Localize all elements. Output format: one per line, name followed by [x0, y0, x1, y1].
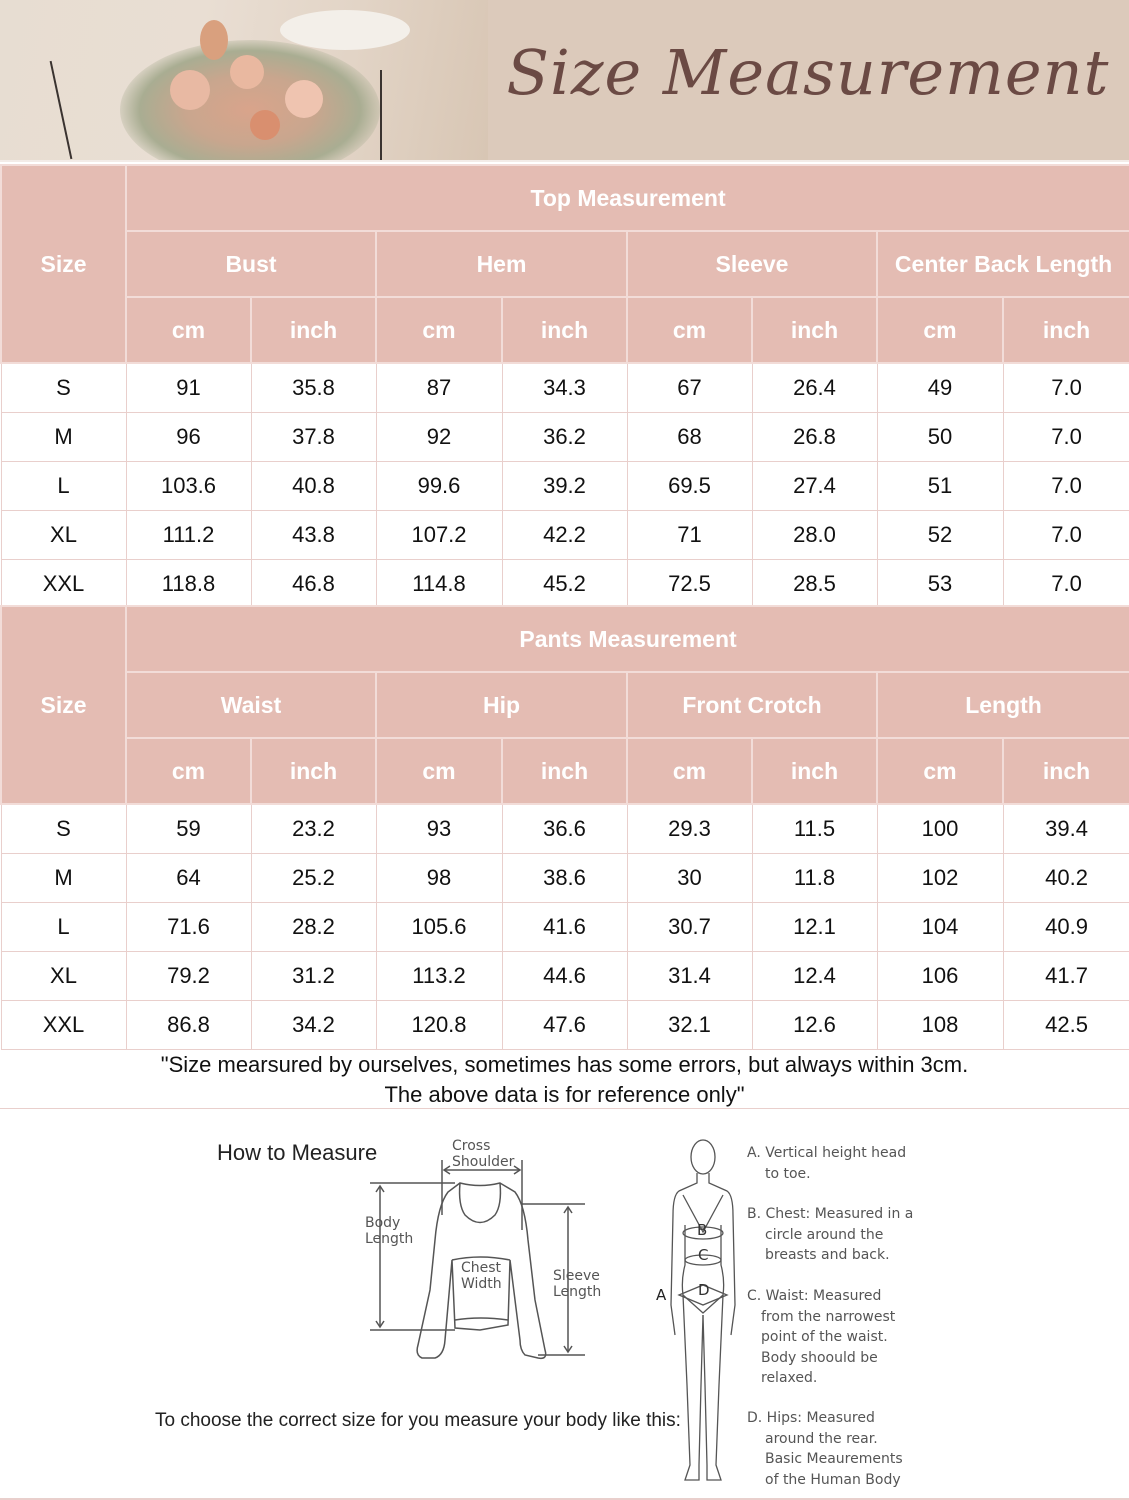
value-cell: 7.0 — [1003, 412, 1129, 461]
value-cell: 26.4 — [752, 363, 877, 412]
value-cell: 29.3 — [627, 804, 752, 853]
body-length-label: Body Length — [365, 1215, 414, 1247]
size-header: Size — [1, 165, 126, 363]
body-note-c: C. Waist: Measured from the narrowest point of the waist. Body shoould be relaxed. — [747, 1288, 896, 1386]
note-line-1: "Size mearsured by ourselves, sometimes has some errors, but always within 3cm. — [160, 1052, 969, 1077]
top-measurement-table — [0, 164, 1129, 609]
unit-header: cm — [877, 738, 1003, 804]
value-cell: 42.5 — [1003, 1000, 1129, 1049]
value-cell: 59 — [126, 804, 251, 853]
value-cell: 79.2 — [126, 951, 251, 1000]
value-cell: 103.6 — [126, 461, 251, 510]
value-cell: 39.2 — [502, 461, 627, 510]
column-header-center-back-length: Center Back Length — [877, 231, 1129, 297]
value-cell: 64 — [126, 853, 251, 902]
value-cell: 32.1 — [627, 1000, 752, 1049]
table-row — [1, 559, 1129, 608]
value-cell: 91 — [126, 363, 251, 412]
value-cell: 71.6 — [126, 902, 251, 951]
banner-title: Size Measurement — [506, 36, 1110, 109]
value-cell: 42.2 — [502, 510, 627, 559]
sleeve-length-label: Sleeve Length — [553, 1268, 602, 1300]
value-cell: 28.2 — [251, 902, 376, 951]
column-header-hip: Hip — [376, 672, 627, 738]
unit-header: inch — [251, 738, 376, 804]
size-cell: S — [1, 804, 126, 853]
size-header: Size — [1, 606, 126, 804]
value-cell: 43.8 — [251, 510, 376, 559]
how-to-measure-section — [0, 1110, 1129, 1500]
value-cell: 106 — [877, 951, 1003, 1000]
unit-header: cm — [376, 738, 502, 804]
size-cell: L — [1, 902, 126, 951]
value-cell: 53 — [877, 559, 1003, 608]
value-cell: 72.5 — [627, 559, 752, 608]
unit-header: cm — [376, 297, 502, 363]
value-cell: 105.6 — [376, 902, 502, 951]
column-header-front-crotch: Front Crotch — [627, 672, 877, 738]
column-header-sleeve: Sleeve — [627, 231, 877, 297]
value-cell: 120.8 — [376, 1000, 502, 1049]
value-cell: 7.0 — [1003, 559, 1129, 608]
value-cell: 52 — [877, 510, 1003, 559]
value-cell: 30.7 — [627, 902, 752, 951]
value-cell: 107.2 — [376, 510, 502, 559]
column-header-waist: Waist — [126, 672, 376, 738]
marker-a: A — [656, 1286, 667, 1304]
value-cell: 34.3 — [502, 363, 627, 412]
value-cell: 111.2 — [126, 510, 251, 559]
value-cell: 7.0 — [1003, 510, 1129, 559]
value-cell: 31.4 — [627, 951, 752, 1000]
value-cell: 87 — [376, 363, 502, 412]
value-cell: 69.5 — [627, 461, 752, 510]
value-cell: 35.8 — [251, 363, 376, 412]
table-row — [1, 951, 1129, 1000]
group-title: Pants Measurement — [126, 606, 1129, 672]
value-cell: 67 — [627, 363, 752, 412]
size-cell: M — [1, 853, 126, 902]
value-cell: 28.5 — [752, 559, 877, 608]
value-cell: 86.8 — [126, 1000, 251, 1049]
value-cell: 12.4 — [752, 951, 877, 1000]
value-cell: 11.5 — [752, 804, 877, 853]
unit-header: cm — [877, 297, 1003, 363]
cross-shoulder-label: Cross Shoulder — [452, 1138, 515, 1170]
value-cell: 23.2 — [251, 804, 376, 853]
human-body-diagram-icon — [665, 1135, 745, 1495]
unit-header: cm — [627, 297, 752, 363]
unit-header: inch — [752, 297, 877, 363]
unit-header: inch — [251, 297, 376, 363]
table-row — [1, 510, 1129, 559]
unit-header: inch — [502, 297, 627, 363]
pants-measurement-table — [0, 605, 1129, 1050]
value-cell: 108 — [877, 1000, 1003, 1049]
body-note-a: A. Vertical height head to toe. — [747, 1145, 907, 1182]
value-cell: 99.6 — [376, 461, 502, 510]
value-cell: 113.2 — [376, 951, 502, 1000]
measure-instruction: To choose the correct size for you measure your body like this: — [155, 1410, 681, 1431]
value-cell: 36.2 — [502, 412, 627, 461]
value-cell: 96 — [126, 412, 251, 461]
marker-c: C — [698, 1246, 709, 1264]
table-row — [1, 804, 1129, 853]
value-cell: 12.1 — [752, 902, 877, 951]
value-cell: 41.6 — [502, 902, 627, 951]
value-cell: 25.2 — [251, 853, 376, 902]
value-cell: 118.8 — [126, 559, 251, 608]
size-cell: M — [1, 412, 126, 461]
size-cell: S — [1, 363, 126, 412]
table-row — [1, 461, 1129, 510]
size-cell: XXL — [1, 559, 126, 608]
value-cell: 38.6 — [502, 853, 627, 902]
value-cell: 37.8 — [251, 412, 376, 461]
table-row — [1, 1000, 1129, 1049]
value-cell: 93 — [376, 804, 502, 853]
value-cell: 12.6 — [752, 1000, 877, 1049]
value-cell: 34.2 — [251, 1000, 376, 1049]
table-row — [1, 853, 1129, 902]
value-cell: 51 — [877, 461, 1003, 510]
value-cell: 27.4 — [752, 461, 877, 510]
banner — [0, 0, 1129, 162]
note-line-2: The above data is for reference only" — [384, 1082, 745, 1107]
value-cell: 114.8 — [376, 559, 502, 608]
table-row — [1, 363, 1129, 412]
value-cell: 100 — [877, 804, 1003, 853]
size-cell: L — [1, 461, 126, 510]
body-note-d: D. Hips: Measured around the rear. Basic Meaurements of the Human Body — [747, 1410, 903, 1488]
unit-header: cm — [627, 738, 752, 804]
column-header-bust: Bust — [126, 231, 376, 297]
table-row — [1, 902, 1129, 951]
unit-header: inch — [502, 738, 627, 804]
column-header-length: Length — [877, 672, 1129, 738]
unit-header: cm — [126, 738, 251, 804]
value-cell: 104 — [877, 902, 1003, 951]
value-cell: 28.0 — [752, 510, 877, 559]
value-cell: 7.0 — [1003, 461, 1129, 510]
chest-width-label: Chest Width — [461, 1260, 502, 1292]
value-cell: 31.2 — [251, 951, 376, 1000]
how-to-measure-title: How to Measure — [217, 1140, 378, 1165]
value-cell: 7.0 — [1003, 363, 1129, 412]
size-cell: XXL — [1, 1000, 126, 1049]
unit-header: inch — [1003, 738, 1129, 804]
value-cell: 41.7 — [1003, 951, 1129, 1000]
value-cell: 49 — [877, 363, 1003, 412]
floral-table-photo — [0, 0, 488, 162]
unit-header: inch — [1003, 297, 1129, 363]
value-cell: 46.8 — [251, 559, 376, 608]
disclaimer-note — [0, 1047, 1129, 1109]
value-cell: 68 — [627, 412, 752, 461]
value-cell: 39.4 — [1003, 804, 1129, 853]
column-header-hem: Hem — [376, 231, 627, 297]
value-cell: 50 — [877, 412, 1003, 461]
value-cell: 92 — [376, 412, 502, 461]
body-note-b: B. Chest: Measured in a circle around the breasts and back. — [747, 1206, 914, 1263]
value-cell: 45.2 — [502, 559, 627, 608]
value-cell: 26.8 — [752, 412, 877, 461]
value-cell: 40.9 — [1003, 902, 1129, 951]
value-cell: 98 — [376, 853, 502, 902]
table-row — [1, 412, 1129, 461]
value-cell: 36.6 — [502, 804, 627, 853]
size-cell: XL — [1, 510, 126, 559]
marker-b: B — [697, 1221, 708, 1239]
value-cell: 30 — [627, 853, 752, 902]
marker-d: D — [698, 1281, 710, 1299]
value-cell: 71 — [627, 510, 752, 559]
size-cell: XL — [1, 951, 126, 1000]
value-cell: 40.2 — [1003, 853, 1129, 902]
group-title: Top Measurement — [126, 165, 1129, 231]
value-cell: 11.8 — [752, 853, 877, 902]
value-cell: 47.6 — [502, 1000, 627, 1049]
value-cell: 44.6 — [502, 951, 627, 1000]
unit-header: inch — [752, 738, 877, 804]
value-cell: 102 — [877, 853, 1003, 902]
unit-header: cm — [126, 297, 251, 363]
value-cell: 40.8 — [251, 461, 376, 510]
